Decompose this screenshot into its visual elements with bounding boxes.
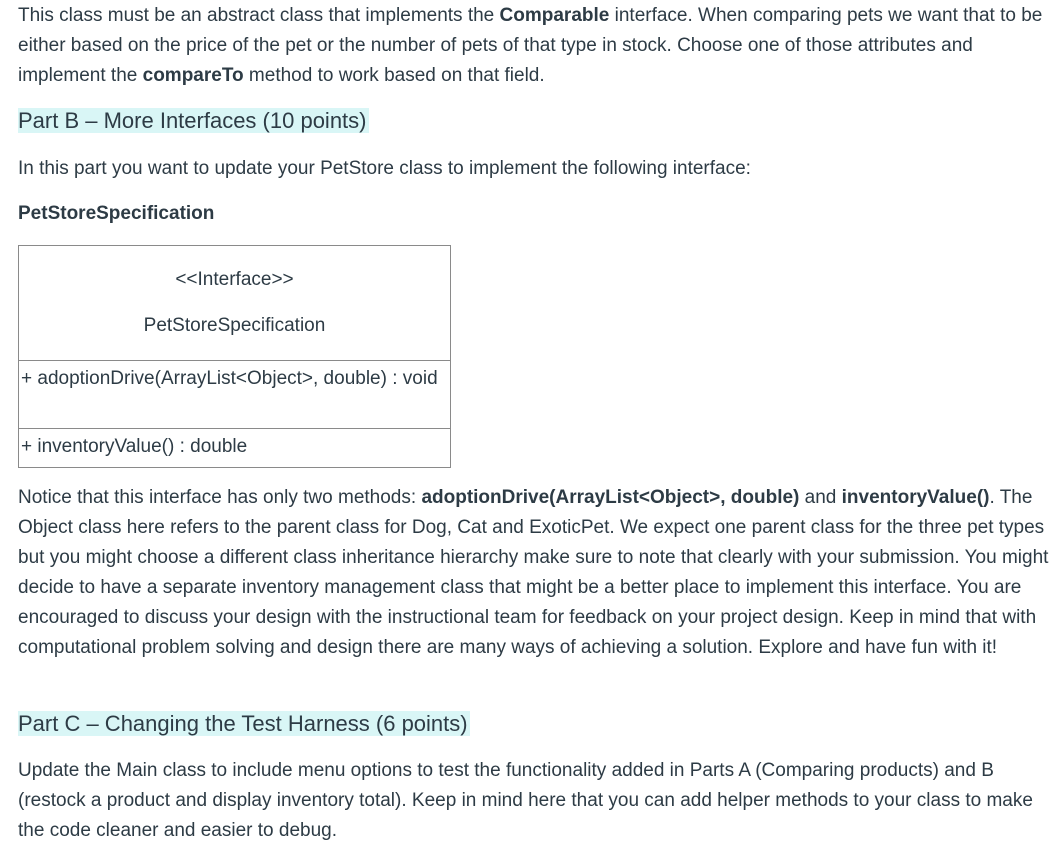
uml-method-inventory-value: + inventoryValue() : double [19, 429, 451, 468]
inventory-value-keyword: inventoryValue() [841, 487, 990, 508]
part-c-heading-text: Part C – Changing the Test Harness (6 points) [18, 711, 468, 736]
adoption-drive-keyword: adoptionDrive(ArrayList<Object>, double) [421, 487, 800, 508]
interface-title: PetStoreSpecification [18, 203, 215, 224]
uml-method-adoption-drive: + adoptionDrive(ArrayList<Object>, double) : void [19, 361, 451, 429]
part-c-heading [18, 709, 470, 739]
uml-stereotype: <<Interface>> [175, 269, 294, 290]
notice-text-2: and [799, 487, 842, 508]
part-b-heading [18, 106, 369, 136]
notice-text-3: . The Object class here refers to the parent class for Dog, Cat and ExoticPet. We expect one parent class for the three pet types but you might choose a different class inheritance hierarchy make sure to note that clearly with your submission. You might decide to have a separate inventory management class that might be a better place to implement this interface. You are encouraged to discuss your design with the instructional team for feedback on your project design. Keep in mind that with computational problem solving and design there are many ways of achieving a solution. Explore and have fun with it! [18, 487, 1049, 658]
notice-paragraph [18, 483, 1058, 663]
intro-text-2: interface. When comparing pets we want that to be either based on the price of the pet or the number of pets of that type in stock. Choose one of those attributes and implement the [18, 5, 1043, 86]
uml-header-cell [19, 246, 451, 361]
intro-paragraph [18, 1, 1058, 91]
notice-text-1: Notice that this interface has only two methods: [18, 487, 422, 508]
compareto-keyword: compareTo [142, 65, 244, 86]
comparable-keyword: Comparable [499, 5, 610, 26]
part-b-heading-text: Part B – More Interfaces (10 points) [18, 108, 367, 133]
intro-text-3: method to work based on that field. [243, 65, 545, 86]
uml-interface-name: PetStoreSpecification [143, 315, 326, 336]
intro-text-1: This class must be an abstract class that implements the [18, 5, 500, 26]
part-c-body: Update the Main class to include menu options to test the functionality added in Parts A (Comparing products) and B (restock a product and display inventory total). Keep in mind here that you can add helper methods to your class to make the code cleaner and easier to debug. [18, 760, 1033, 841]
part-b-intro: In this part you want to update your PetStore class to implement the following interface: [18, 158, 751, 179]
uml-interface-diagram [18, 245, 451, 468]
